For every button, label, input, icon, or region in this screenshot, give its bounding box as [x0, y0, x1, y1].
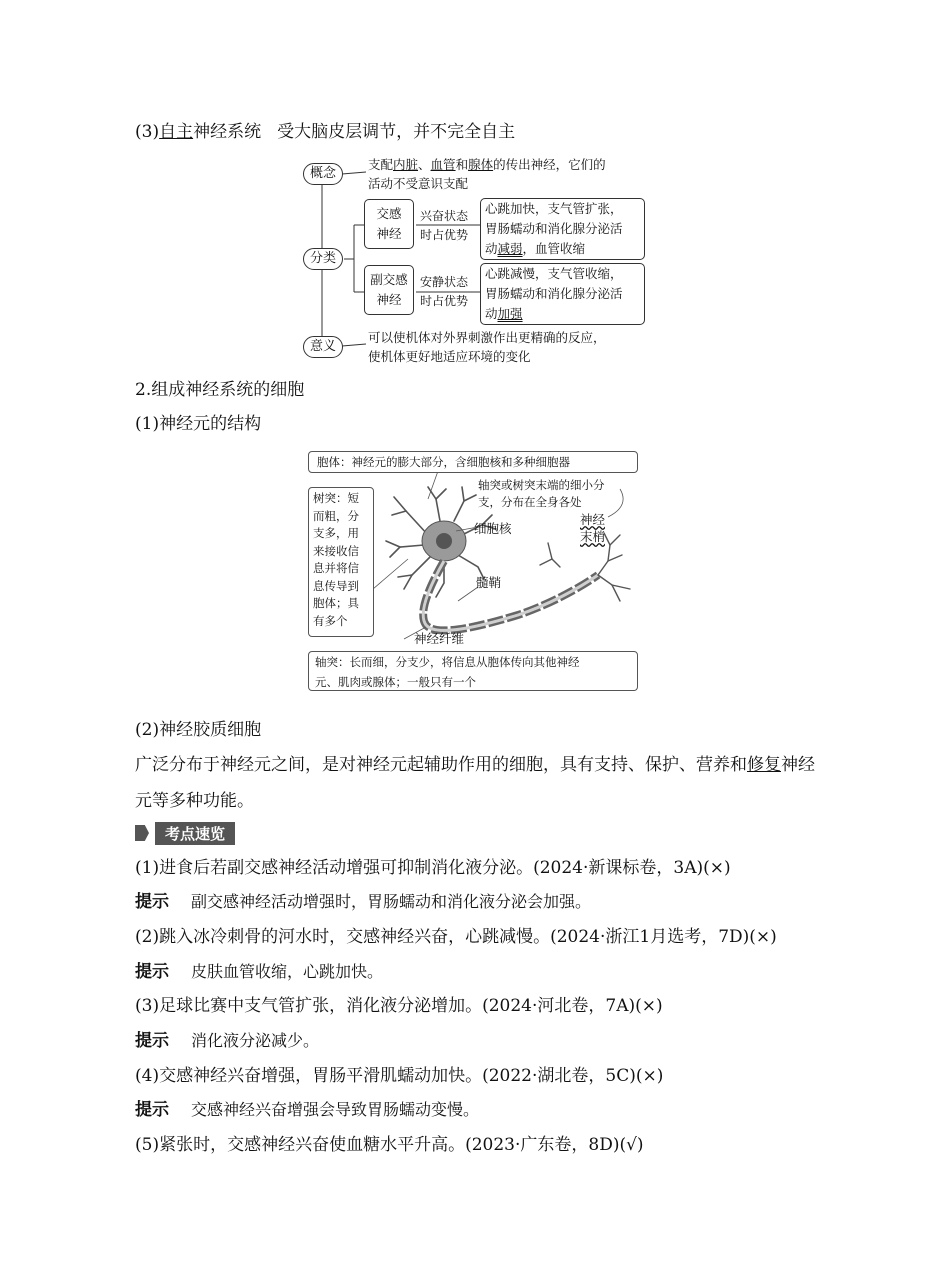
heading-cells: 2.组成神经系统的细胞	[135, 380, 305, 400]
terminal-label	[580, 511, 605, 545]
section-marker-icon	[135, 825, 149, 841]
concept-line2: 活动不受意识支配	[368, 176, 469, 191]
review-tip	[135, 890, 591, 914]
dendrite-line: 而粗，分	[313, 508, 359, 523]
classify-label: 分类	[303, 248, 343, 270]
review-item: (3)足球比赛中支气管扩张，消化液分泌增加。(2024·河北卷，7A)(×)	[135, 996, 663, 1016]
tip-label: 提示	[135, 1100, 169, 1120]
meaning-line1: 可以使机体对外界刺激作出更精确的反应，	[368, 330, 606, 345]
glia-rest: 神经元等多种功能。	[135, 755, 815, 811]
terminal-label2: 末梢	[580, 529, 606, 544]
heading-prefix: (3)	[135, 122, 160, 142]
review-item: (2)跳入冰冷刺骨的河水时，交感神经兴奋，心跳减慢。(2024·浙江1月选考，7D)(×)	[135, 927, 777, 947]
tip-label: 提示	[135, 1031, 169, 1051]
glia-paragraph	[135, 747, 825, 819]
parasympathetic-state1: 安静状态	[420, 275, 469, 289]
tip-text: 消化液分泌减少。	[191, 1031, 320, 1050]
concept-label: 概念	[303, 163, 343, 185]
concept-and: 和	[455, 157, 469, 172]
section-header	[135, 822, 235, 844]
parasympathetic-box	[364, 265, 414, 315]
sympathetic-weaken: 减弱	[497, 241, 523, 256]
tip-label: 提示	[135, 962, 169, 982]
review-tip	[135, 1029, 319, 1053]
heading-glia: (2)神经胶质细胞	[135, 720, 262, 740]
concept-viscera: 内脏	[393, 157, 419, 172]
axon-line2: 元、肌肉或腺体；一般只有一个	[315, 675, 476, 689]
sympathetic-name2: 神经	[376, 226, 402, 241]
meaning-label: 意义	[303, 336, 343, 358]
dendrite-line: 息并将信	[313, 561, 359, 575]
parasympathetic-strengthen: 加强	[497, 306, 523, 321]
parasympathetic-effects	[480, 263, 645, 325]
sympathetic-effect3-rest: ，血管收缩	[522, 241, 586, 256]
sympathetic-effect2: 胃肠蠕动和消化腺分泌活	[485, 221, 623, 236]
glia-repair-2: 复	[764, 755, 781, 775]
tip-text: 皮肤血管收缩，心跳加快。	[191, 962, 384, 981]
review-tip	[135, 960, 383, 984]
parasympathetic-effect1: 心跳减慢，支气管收缩，	[485, 266, 623, 281]
sympathetic-effects	[480, 198, 645, 260]
nerve-fiber-label: 神经纤维	[414, 631, 465, 646]
section-title: 考点速览	[155, 822, 235, 845]
review-item: (5)紧张时，交感神经兴奋使血糖水平升高。(2023·广东卷，8D)(√)	[135, 1135, 644, 1155]
meaning-line2: 使机体更好地适应环境的变化	[368, 349, 531, 364]
dendrite-line: 树突：短	[313, 491, 359, 505]
sympathetic-effect3-pre: 动	[485, 241, 498, 256]
review-item: (1)进食后若副交感神经活动增强可抑制消化液分泌。(2024·新课标卷，3A)(×)	[135, 858, 731, 878]
dendrite-line: 有多个	[313, 613, 348, 628]
concept-pre: 支配	[368, 157, 394, 172]
heading-term: 自主	[159, 122, 194, 142]
myelin-label: 髓鞘	[476, 575, 502, 590]
glia-text: 广泛分布于神经元之间，是对神经元起辅助作用的细胞，具有支持、保护、营养和	[135, 755, 747, 775]
autonomic-concept-map	[300, 155, 660, 367]
parasympathetic-name2: 神经	[376, 292, 402, 307]
parasympathetic-state2: 时占优势	[420, 294, 469, 308]
axon-line1: 轴突：长而细，分支少，将信息从胞体传向其他神经	[315, 655, 580, 669]
dendrite-line: 支多，用	[313, 526, 359, 540]
concept-sep: 、	[418, 157, 431, 172]
sympathetic-state2: 时占优势	[420, 228, 469, 242]
parasympathetic-effect3-pre: 动	[485, 306, 498, 321]
neuron-structure-figure	[308, 449, 640, 693]
sympathetic-state	[420, 207, 468, 245]
sympathetic-effect1: 心跳加快，支气管扩张，	[485, 201, 623, 216]
dendrite-line: 胞体；具	[313, 596, 359, 610]
heading-neuron-structure: (1)神经元的结构	[135, 414, 262, 434]
review-item: (4)交感神经兴奋增强，胃肠平滑肌蠕动加快。(2022·湖北卷，5C)(×)	[135, 1066, 664, 1086]
nucleus-label: 细胞核	[474, 521, 512, 536]
concept-vessel: 血管	[430, 157, 456, 172]
concept-rest: 的传出神经，它们的	[493, 157, 606, 172]
parasympathetic-name1: 副交感	[370, 272, 408, 287]
heading-rest: 神经系统	[193, 122, 262, 142]
dendrite-line: 息传导到	[313, 578, 359, 593]
axon-note	[308, 651, 638, 691]
glia-repair-1: 修	[747, 755, 764, 775]
review-tip	[135, 1098, 479, 1122]
terminal-note-line1: 轴突或树突末端的细小分	[478, 478, 605, 492]
concept-definition	[368, 155, 606, 193]
sympathetic-state1: 兴奋状态	[420, 209, 469, 223]
terminal-note	[478, 477, 605, 511]
parasympathetic-state	[420, 273, 468, 311]
heading-note: 受大脑皮层调节，并不完全自主	[277, 122, 516, 142]
parasympathetic-effect2: 胃肠蠕动和消化腺分泌活	[485, 286, 623, 301]
terminal-label1: 神经	[580, 512, 606, 527]
dendrite-line: 来接收信	[313, 543, 359, 558]
meaning-text	[368, 328, 606, 366]
cell-body-note: 胞体：神经元的膨大部分，含细胞核和多种细胞器	[308, 451, 638, 473]
tip-text: 交感神经兴奋增强会导致胃肠蠕动变慢。	[191, 1100, 480, 1119]
heading-autonomic	[135, 120, 515, 144]
terminal-note-line2: 支，分布在全身各处	[478, 495, 582, 509]
tip-label: 提示	[135, 892, 169, 912]
concept-gland: 腺体	[468, 157, 494, 172]
sympathetic-name1: 交感	[376, 206, 402, 221]
tip-text: 副交感神经活动增强时，胃肠蠕动和消化液分泌会加强。	[191, 892, 592, 911]
sympathetic-box	[364, 199, 414, 249]
dendrite-note	[308, 487, 374, 637]
